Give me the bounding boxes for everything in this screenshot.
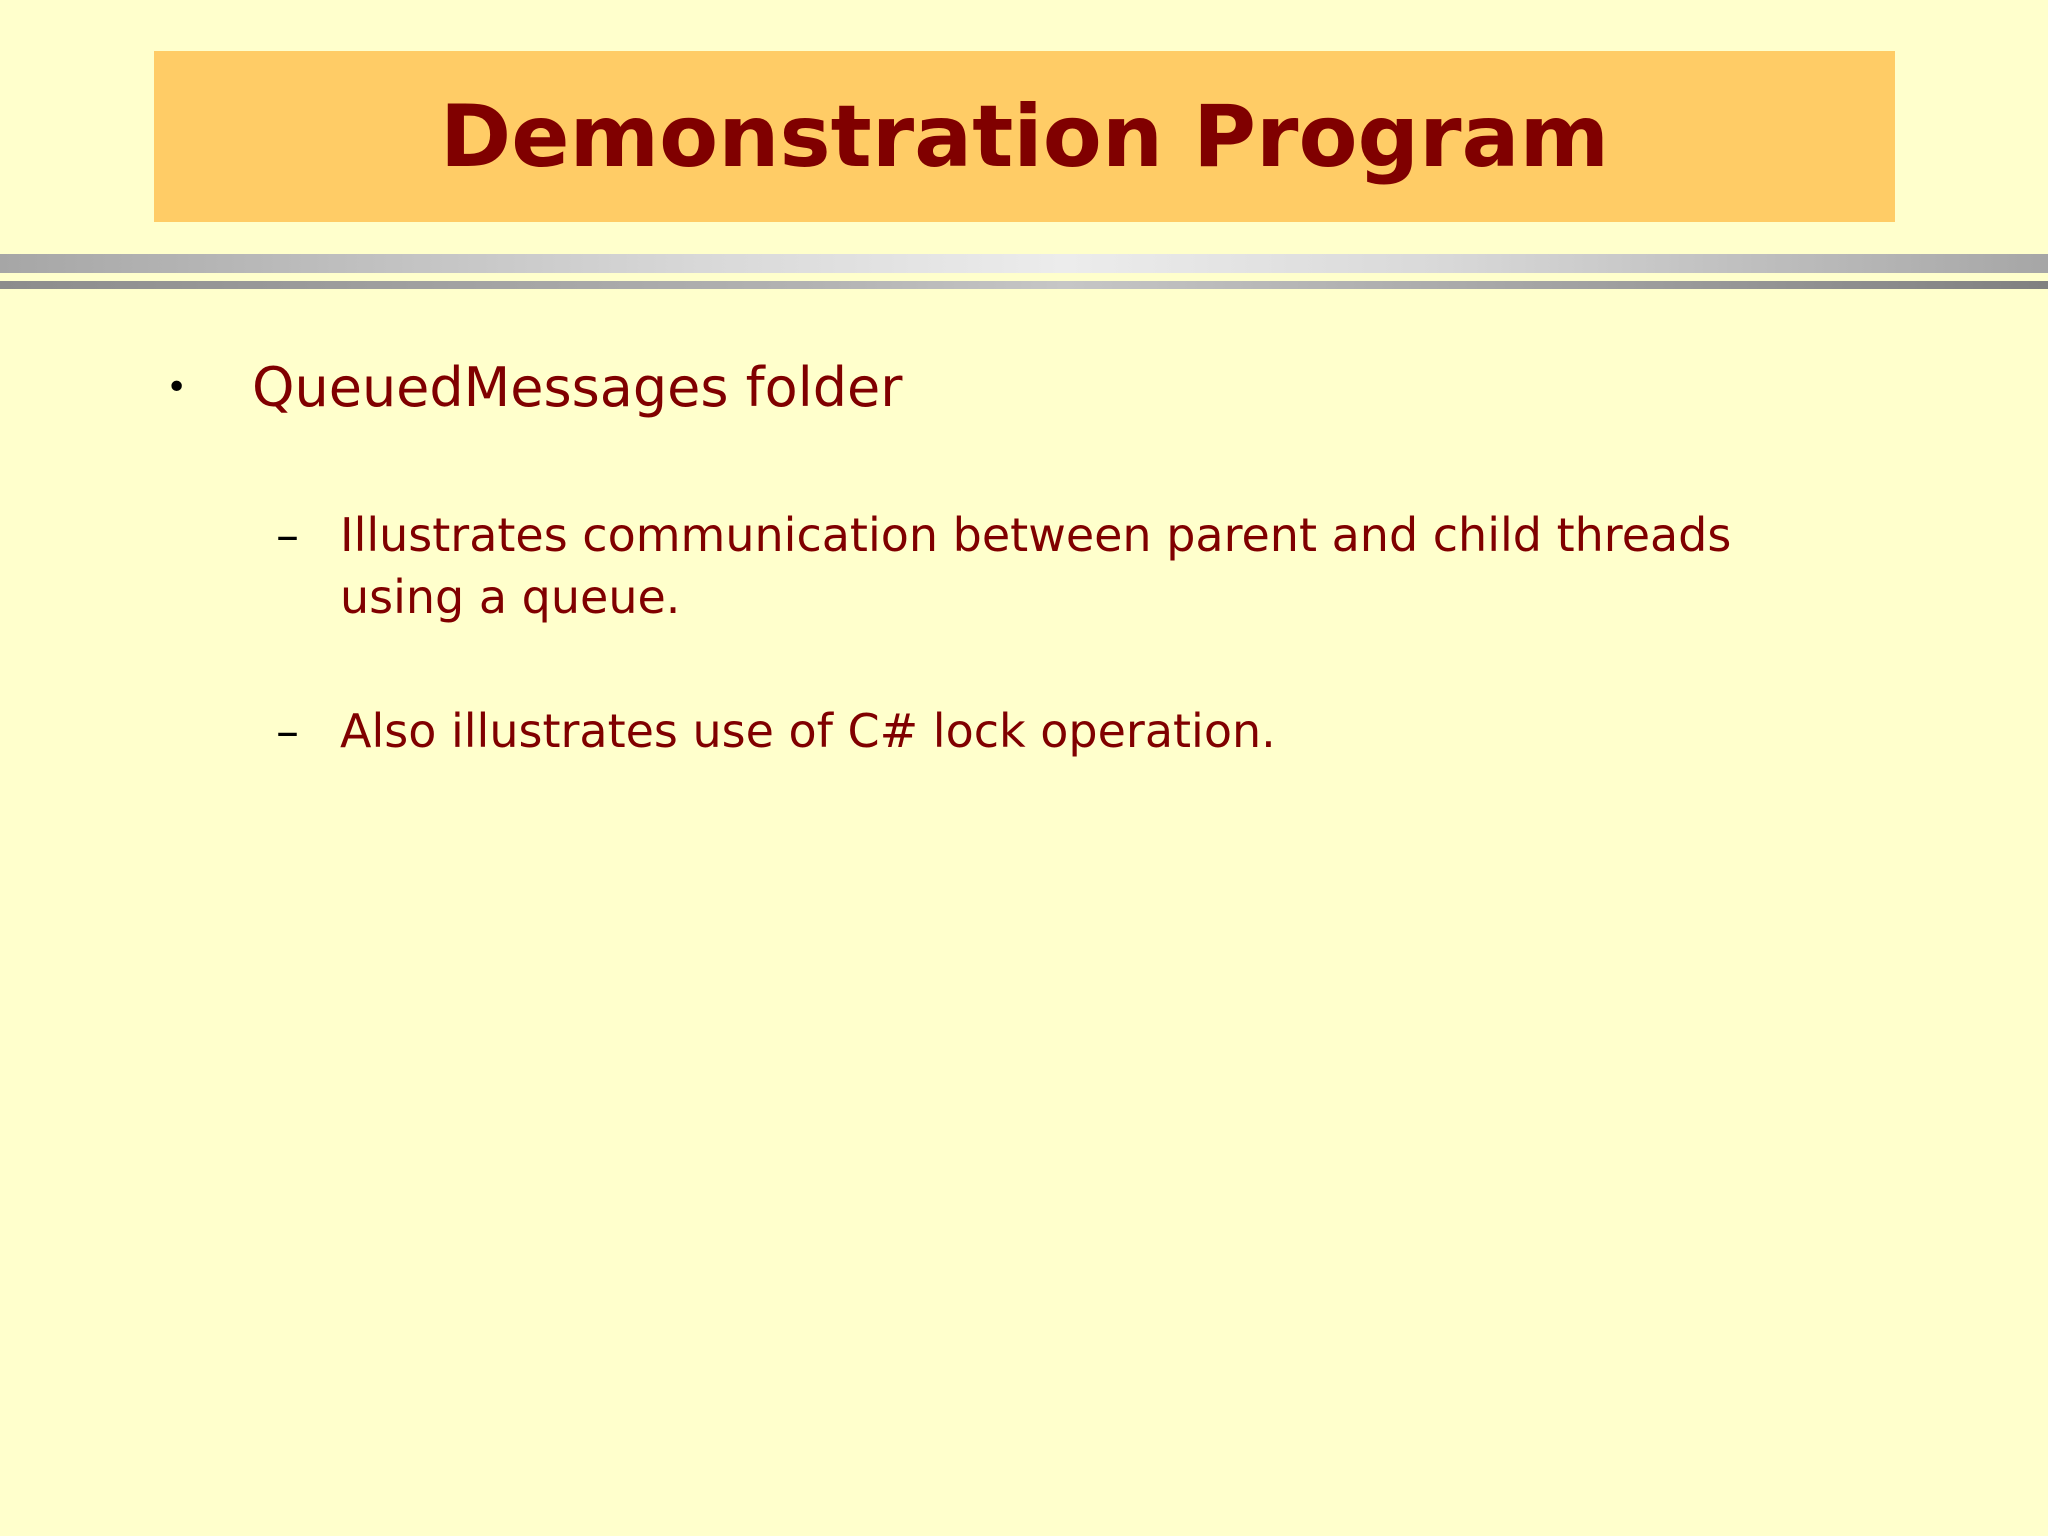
sub-bullet-text: Illustrates communication between parent and child threads using a queue.	[340, 508, 1732, 624]
bullet-item	[166, 352, 902, 424]
title-bar	[154, 51, 1895, 222]
sub-bullet-item	[276, 504, 1840, 628]
sub-bullet-marker: –	[276, 508, 299, 562]
sub-bullet-marker: –	[276, 704, 299, 758]
sub-bullet-text: Also illustrates use of C# lock operation.	[340, 704, 1276, 758]
sub-bullet-item	[276, 700, 1840, 762]
divider-rule-top	[0, 254, 2048, 273]
bullet-text: QueuedMessages folder	[252, 356, 903, 419]
divider-rule-bottom	[0, 281, 2048, 289]
slide-title: Demonstration Program	[439, 86, 1610, 187]
bullet-marker: •	[166, 367, 188, 408]
